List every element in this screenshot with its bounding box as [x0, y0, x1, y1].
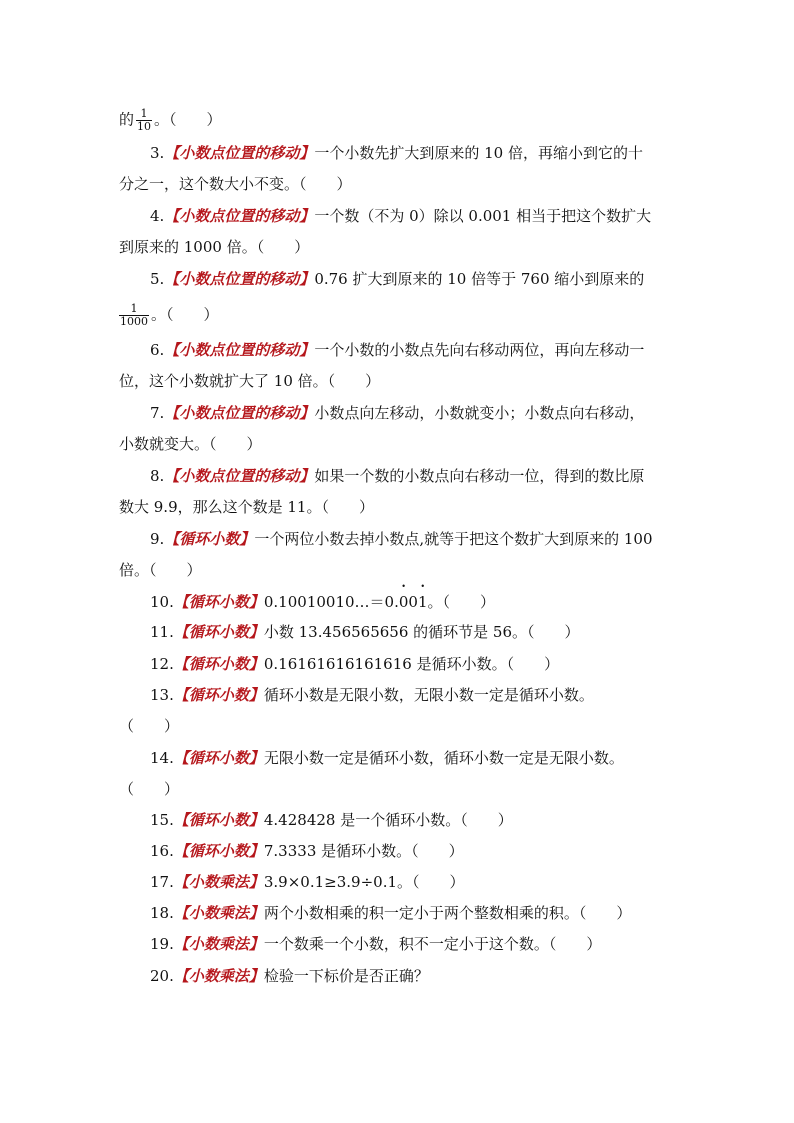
question-number: 18. — [150, 904, 174, 922]
topic-tag: 【小数点位置的移动】 — [164, 341, 315, 359]
topic-tag: 【小数点位置的移动】 — [164, 207, 315, 225]
topic-tag: 【小数点位置的移动】 — [164, 270, 315, 288]
topic-tag: 【小数乘法】 — [173, 967, 264, 985]
question-text: 一个小数的小数点先向右移动两位，再向左移动一 — [314, 341, 645, 359]
question-5 — [150, 269, 644, 289]
question-8 — [150, 466, 644, 486]
question-9-continuation: 倍。（ ） — [119, 561, 202, 579]
question-13-continuation: （ ） — [119, 717, 180, 735]
question-text: 小数点向左移动，小数就变小；小数点向右移动， — [314, 404, 645, 422]
question-text: 4.428428 是一个循环小数。（ ） — [263, 811, 513, 829]
question-4 — [150, 206, 651, 226]
topic-tag: 【小数点位置的移动】 — [164, 404, 315, 422]
question-7 — [150, 403, 644, 423]
question-text: 3.9×0.1≥3.9÷0.1。（ ） — [263, 873, 465, 891]
topic-tag: 【循环小数】 — [164, 530, 255, 548]
question-18 — [150, 903, 631, 923]
question-6-continuation: 位，这个小数就扩大了 10 倍。（ ） — [119, 372, 381, 390]
question-number: 16. — [150, 842, 174, 860]
question-text: 无限小数一定是循环小数，循环小数一定是无限小数。 — [263, 749, 624, 767]
question-number: 8. — [150, 467, 165, 485]
question-8-continuation: 数大 9.9，那么这个数是 11。（ ） — [119, 498, 374, 516]
fraction: $\frac{1}{1000}$ — [120, 302, 148, 328]
fraction: $\frac{1}{10}$ — [137, 107, 152, 133]
topic-tag: 【小数乘法】 — [173, 873, 264, 891]
topic-tag: 【循环小数】 — [173, 623, 264, 641]
question-number: 13. — [150, 686, 174, 704]
topic-tag: 【小数点位置的移动】 — [164, 144, 315, 162]
question-number: 4. — [150, 207, 165, 225]
question-13 — [150, 685, 594, 705]
question-3-continuation: 分之一，这个数大小不变。（ ） — [119, 175, 352, 193]
topic-tag: 【循环小数】 — [173, 655, 264, 673]
question-12 — [150, 654, 559, 674]
question-text: 一个小数先扩大到原来的 10 倍，再缩小到它的十 — [314, 144, 643, 162]
topic-tag: 【循环小数】 — [173, 749, 264, 767]
question-number: 7. — [150, 404, 165, 422]
question-14-continuation: （ ） — [119, 780, 180, 798]
topic-tag: 【小数乘法】 — [173, 935, 264, 953]
question-text: 循环小数是无限小数，无限小数一定是循环小数。 — [263, 686, 594, 704]
topic-tag: 【循环小数】 — [173, 593, 264, 611]
question-14 — [150, 748, 624, 768]
question-number: 11. — [150, 623, 174, 641]
question-7-continuation: 小数就变大。（ ） — [119, 435, 262, 453]
question-text: 如果一个数的小数点向右移动一位，得到的数比原 — [314, 467, 645, 485]
question-9 — [150, 529, 653, 549]
question-16 — [150, 841, 464, 861]
repeating-digit: • 1 — [418, 592, 428, 612]
question-number: 9. — [150, 530, 165, 548]
question-number: 3. — [150, 144, 165, 162]
question-number: 10. — [150, 593, 174, 611]
question-number: 12. — [150, 655, 174, 673]
question-15 — [150, 810, 513, 830]
question-20 — [150, 966, 429, 986]
question-text: 7.3333 是循环小数。（ ） — [263, 842, 464, 860]
question-text: 一个两位小数去掉小数点,就等于把这个数扩大到原来的 100 — [254, 530, 653, 548]
question-text: 0.76 扩大到原来的 10 倍等于 760 缩小到原来的 — [314, 270, 645, 288]
question-2-continuation: 的 $\frac{1}{10}$ 。（ ） — [119, 107, 222, 133]
topic-tag: 【循环小数】 — [173, 811, 264, 829]
question-text: 检验一下标价是否正确？ — [263, 967, 429, 985]
question-5-continuation: $\frac{1}{1000}$ 。（ ） — [120, 302, 219, 328]
question-text: 一个数乘一个小数，积不一定小于这个数。（ ） — [263, 935, 602, 953]
question-17 — [150, 872, 465, 892]
topic-tag: 【循环小数】 — [173, 686, 264, 704]
repeating-digit: • 0 — [399, 592, 409, 612]
question-19 — [150, 934, 601, 954]
question-text: 两个小数相乘的积一定小于两个整数相乘的积。（ ） — [263, 904, 632, 922]
question-6 — [150, 340, 644, 360]
question-number: 6. — [150, 341, 165, 359]
question-11 — [150, 622, 580, 642]
question-number: 5. — [150, 270, 165, 288]
question-number: 19. — [150, 935, 174, 953]
question-text: 0.16161616161616 是循环小数。（ ） — [263, 655, 560, 673]
topic-tag: 【小数乘法】 — [173, 904, 264, 922]
question-text: 小数 13.456565656 的循环节是 56。（ ） — [263, 623, 580, 641]
topic-tag: 【循环小数】 — [173, 842, 264, 860]
question-3 — [150, 143, 643, 163]
question-10: 10.【循环小数】0.10010010…＝0.• 00• 1。（ ） — [150, 592, 495, 612]
question-number: 15. — [150, 811, 174, 829]
topic-tag: 【小数点位置的移动】 — [164, 467, 315, 485]
question-number: 20. — [150, 967, 174, 985]
question-4-continuation: 到原来的 1000 倍。（ ） — [119, 238, 310, 256]
question-text: 一个数（不为 0）除以 0.001 相当于把这个数扩大 — [314, 207, 652, 225]
question-number: 14. — [150, 749, 174, 767]
question-number: 17. — [150, 873, 174, 891]
